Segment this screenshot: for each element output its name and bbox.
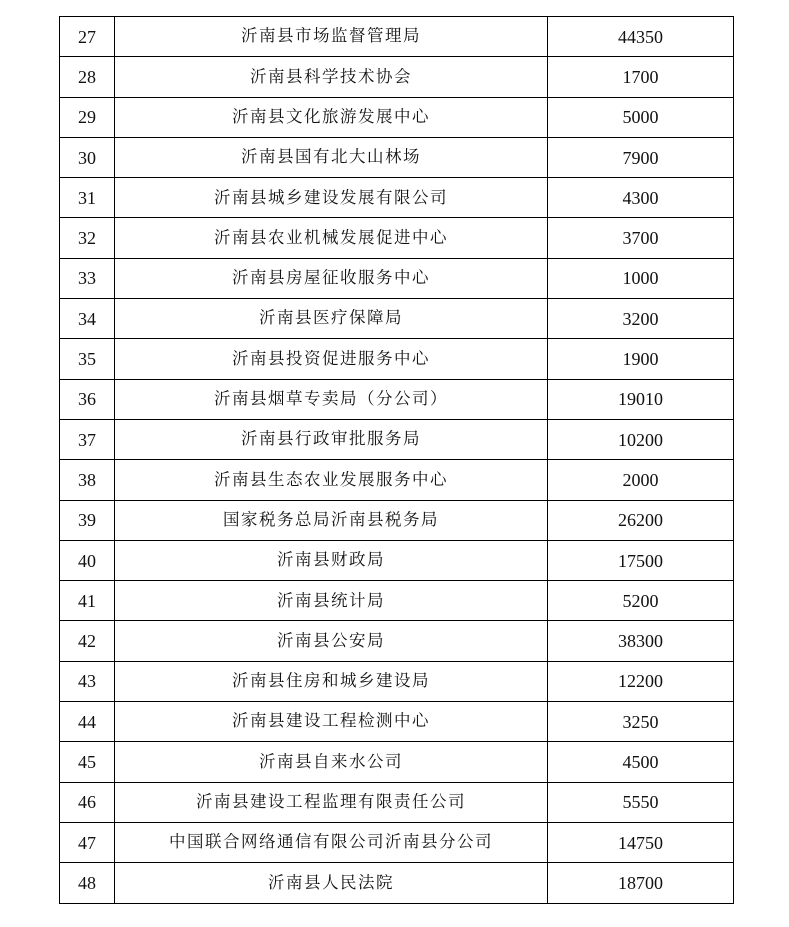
row-index-cell: 36 [60,379,115,419]
unit-name-cell: 沂南县公安局 [115,621,548,661]
table-row [60,621,734,661]
amount-cell: 1700 [548,57,734,97]
row-index-cell: 29 [60,97,115,137]
table-row [60,460,734,500]
unit-name-cell: 沂南县文化旅游发展中心 [115,97,548,137]
table-row [60,782,734,822]
table-row [60,419,734,459]
unit-name-cell: 沂南县城乡建设发展有限公司 [115,178,548,218]
table-row [60,97,734,137]
unit-name-cell: 沂南县财政局 [115,540,548,580]
row-index-cell: 30 [60,137,115,177]
unit-name-cell: 沂南县医疗保障局 [115,299,548,339]
amount-cell: 1900 [548,339,734,379]
amount-cell: 3700 [548,218,734,258]
table-row [60,500,734,540]
row-index-cell: 45 [60,742,115,782]
unit-name-cell: 沂南县住房和城乡建设局 [115,661,548,701]
table-row [60,540,734,580]
row-index-cell: 43 [60,661,115,701]
row-index-cell: 48 [60,863,115,903]
unit-name-cell: 沂南县市场监督管理局 [115,17,548,57]
row-index-cell: 39 [60,500,115,540]
row-index-cell: 27 [60,17,115,57]
amount-cell: 17500 [548,540,734,580]
row-index-cell: 32 [60,218,115,258]
row-index-cell: 31 [60,178,115,218]
row-index-cell: 35 [60,339,115,379]
row-index-cell: 40 [60,540,115,580]
unit-amount-table [59,16,734,904]
table-row [60,57,734,97]
amount-cell: 38300 [548,621,734,661]
row-index-cell: 42 [60,621,115,661]
amount-cell: 14750 [548,822,734,862]
table-row [60,17,734,57]
unit-name-cell: 沂南县烟草专卖局（分公司） [115,379,548,419]
amount-cell: 7900 [548,137,734,177]
table-row [60,742,734,782]
table-row [60,661,734,701]
amount-cell: 19010 [548,379,734,419]
table-row [60,379,734,419]
amount-cell: 12200 [548,661,734,701]
amount-cell: 4300 [548,178,734,218]
unit-name-cell: 国家税务总局沂南县税务局 [115,500,548,540]
amount-cell: 5550 [548,782,734,822]
unit-name-cell: 沂南县科学技术协会 [115,57,548,97]
table-row [60,218,734,258]
table-body [60,17,734,904]
unit-name-cell: 沂南县房屋征收服务中心 [115,258,548,298]
amount-cell: 10200 [548,419,734,459]
table-row [60,581,734,621]
unit-name-cell: 沂南县建设工程监理有限责任公司 [115,782,548,822]
row-index-cell: 46 [60,782,115,822]
amount-cell: 5200 [548,581,734,621]
unit-name-cell: 沂南县自来水公司 [115,742,548,782]
unit-name-cell: 沂南县投资促进服务中心 [115,339,548,379]
row-index-cell: 38 [60,460,115,500]
unit-name-cell: 沂南县统计局 [115,581,548,621]
table-row [60,702,734,742]
unit-name-cell: 沂南县人民法院 [115,863,548,903]
table-row [60,178,734,218]
row-index-cell: 37 [60,419,115,459]
amount-cell: 3200 [548,299,734,339]
table-row [60,822,734,862]
amount-cell: 1000 [548,258,734,298]
unit-name-cell: 沂南县国有北大山林场 [115,137,548,177]
table-row [60,299,734,339]
unit-name-cell: 沂南县农业机械发展促进中心 [115,218,548,258]
amount-cell: 3250 [548,702,734,742]
row-index-cell: 28 [60,57,115,97]
unit-name-cell: 中国联合网络通信有限公司沂南县分公司 [115,822,548,862]
table-row [60,863,734,903]
row-index-cell: 33 [60,258,115,298]
unit-name-cell: 沂南县建设工程检测中心 [115,702,548,742]
table-row [60,258,734,298]
amount-cell: 18700 [548,863,734,903]
row-index-cell: 47 [60,822,115,862]
amount-cell: 5000 [548,97,734,137]
table-row [60,137,734,177]
row-index-cell: 41 [60,581,115,621]
amount-cell: 44350 [548,17,734,57]
row-index-cell: 44 [60,702,115,742]
unit-name-cell: 沂南县生态农业发展服务中心 [115,460,548,500]
row-index-cell: 34 [60,299,115,339]
unit-name-cell: 沂南县行政审批服务局 [115,419,548,459]
amount-cell: 26200 [548,500,734,540]
amount-cell: 2000 [548,460,734,500]
amount-cell: 4500 [548,742,734,782]
table-row [60,339,734,379]
